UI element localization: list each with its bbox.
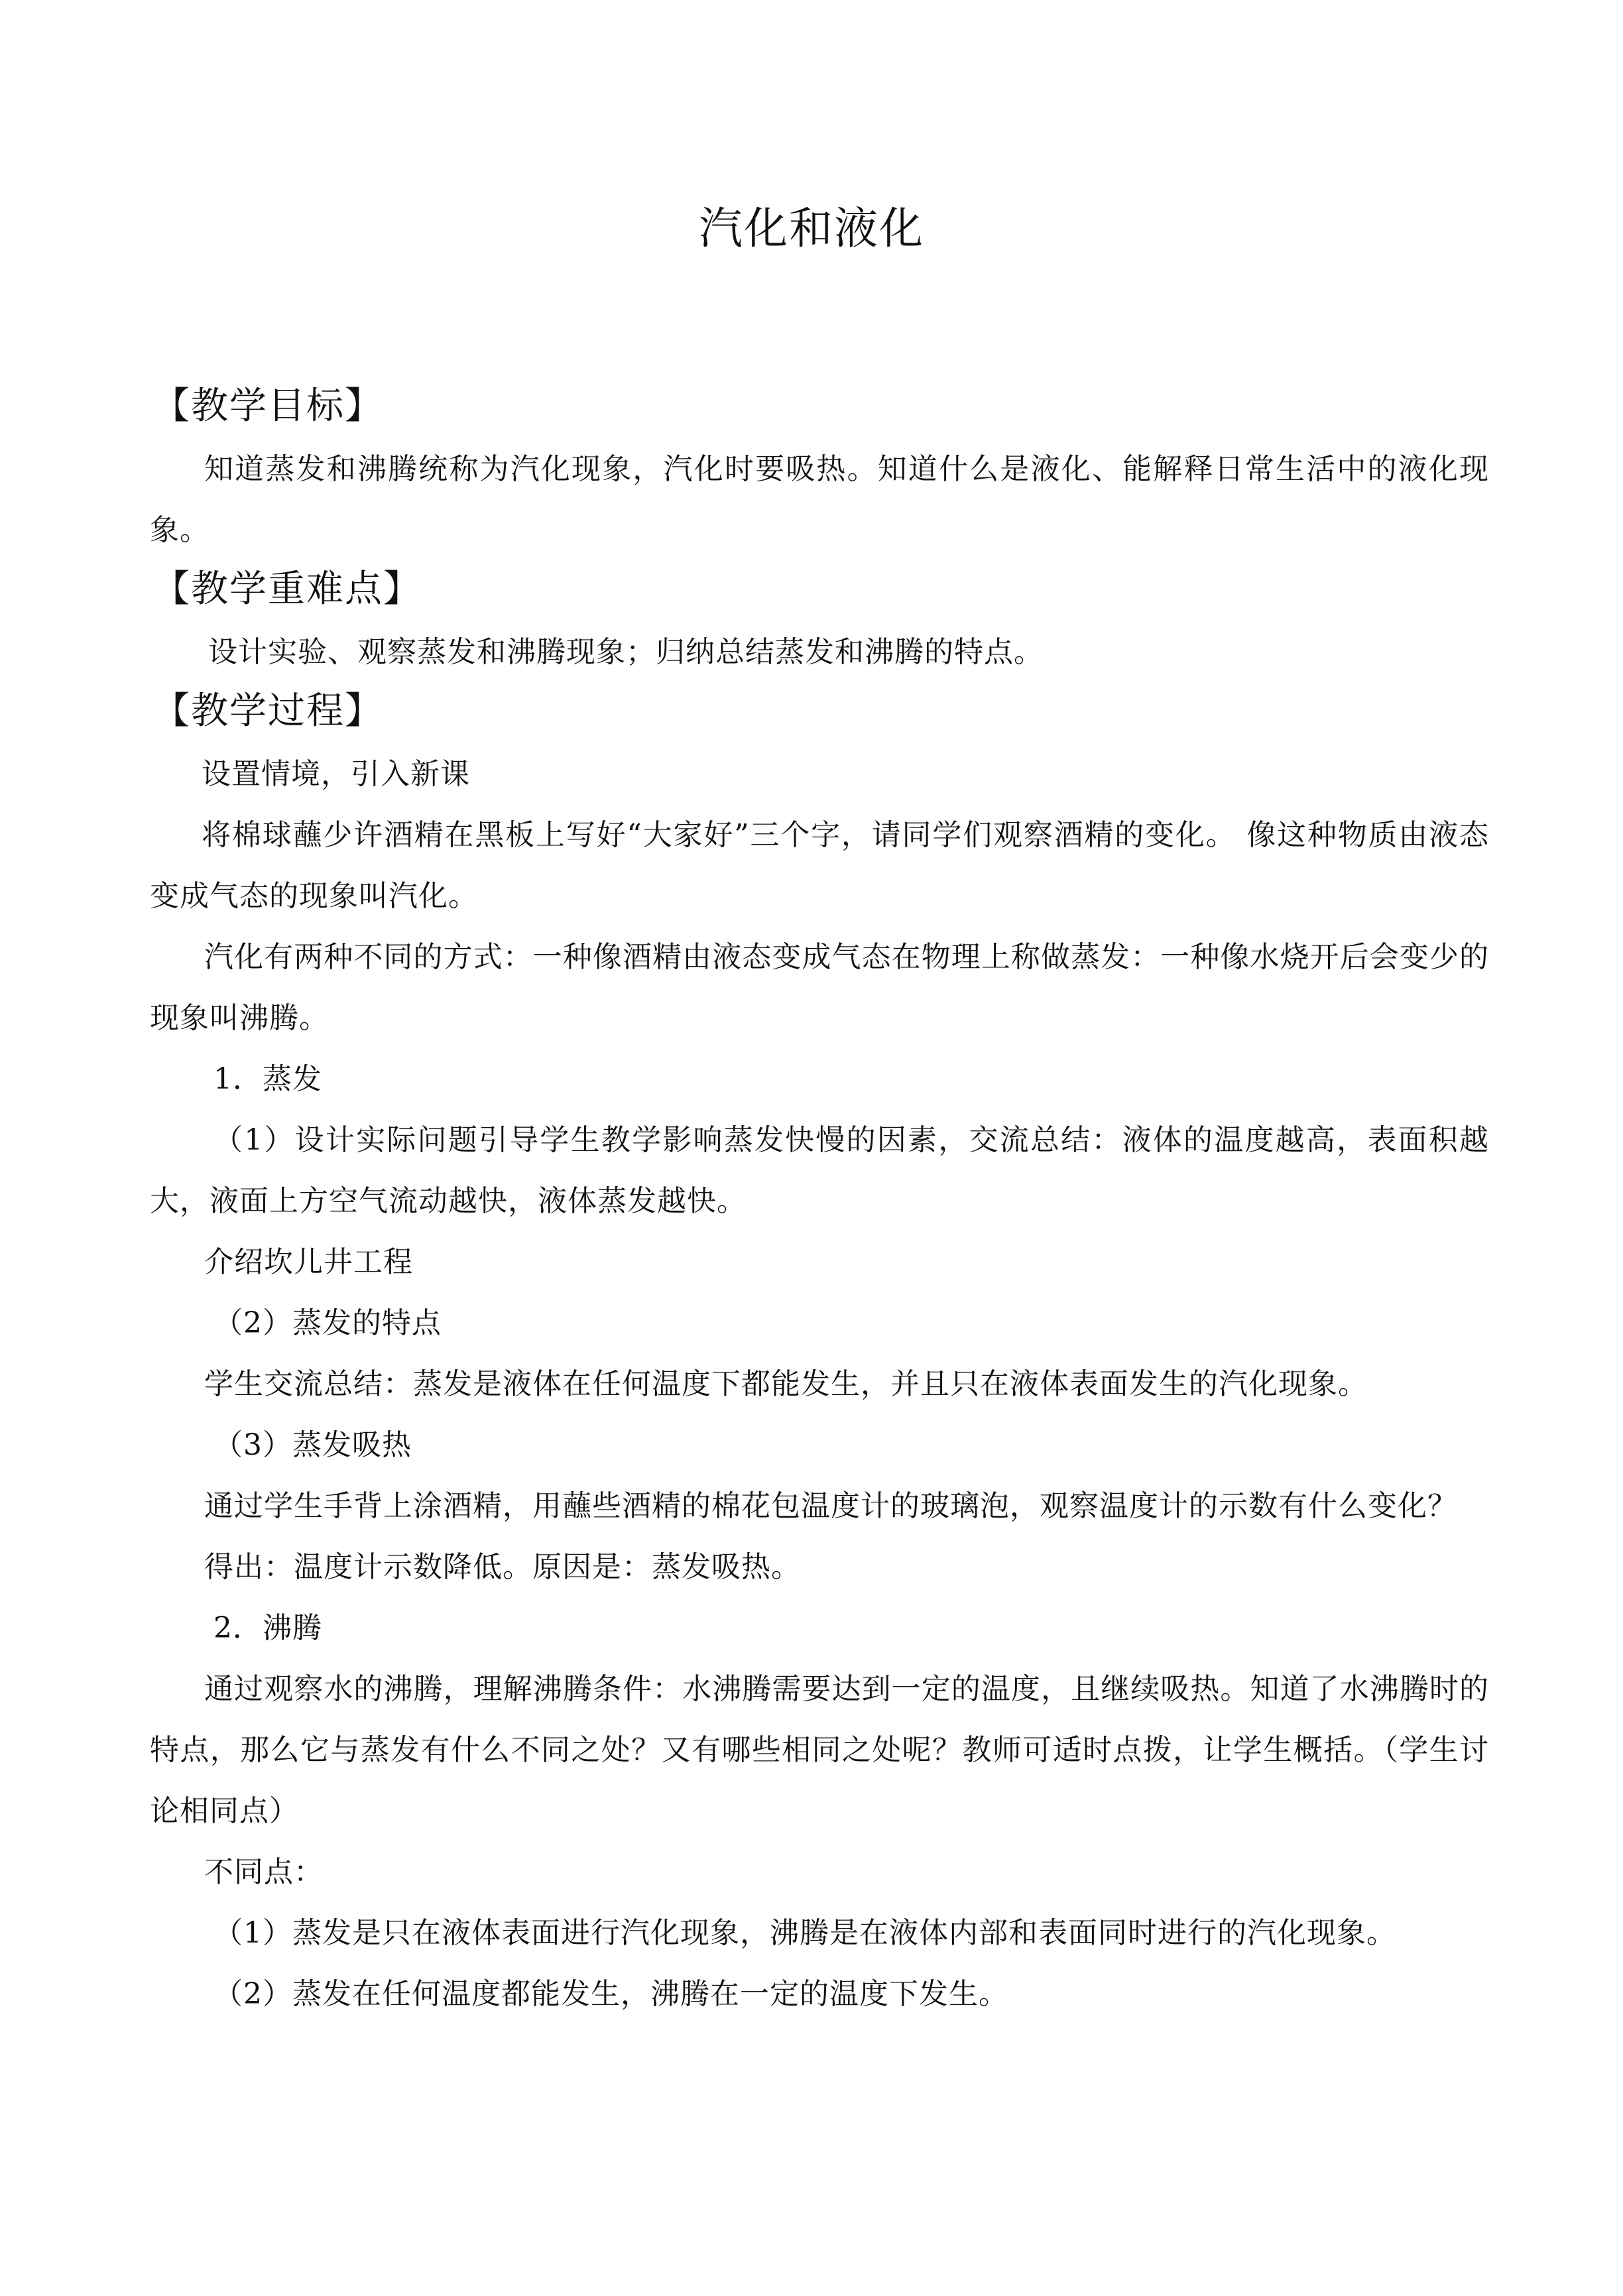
paragraph: 不同点： — [204, 1855, 324, 1889]
list-heading-evaporation: 1．蒸发 — [213, 1062, 322, 1096]
sub-heading: （3）蒸发吸热 — [213, 1428, 412, 1462]
paragraph: 得出：温度计示数降低。原因是：蒸发吸热。 — [204, 1550, 801, 1584]
document-body — [150, 383, 1489, 2025]
section-heading-process: 【教学过程】 — [152, 690, 383, 733]
paragraph: （2）蒸发在任何温度都能发生，沸腾在一定的温度下发生。 — [213, 1977, 1008, 2011]
paragraph: 学生交流总结：蒸发是液体在任何温度下都能发生，并且只在液体表面发生的汽化现象。 — [204, 1367, 1368, 1401]
paragraph: 知道蒸发和沸腾统称为汽化现象，汽化时要吸热。知道什么是液化、能解释日常生活中的液化现象。 — [150, 452, 1489, 547]
sub-heading: （2）蒸发的特点 — [213, 1306, 442, 1340]
paragraph: 通过观察水的沸腾，理解沸腾条件：水沸腾需要达到一定的温度，且继续吸热。知道了水沸腾时的特点，那么它与蒸发有什么不同之处？又有哪些相同之处呢？教师可适时点拨，让学生概括。（学生讨论相同点） — [150, 1672, 1489, 1828]
document-title: 汽化和液化 — [699, 203, 924, 254]
paragraph: （1）蒸发是只在液体表面进行汽化现象，沸腾是在液体内部和表面同时进行的汽化现象。 — [213, 1916, 1396, 1950]
paragraph: 将棉球蘸少许酒精在黑板上写好“大家好”三个字，请同学们观察酒精的变化。 像这种物质由液态变成气态的现象叫汽化。 — [150, 818, 1489, 913]
paragraph: 设计实验、观察蒸发和沸腾现象；归纳总结蒸发和沸腾的特点。 — [208, 635, 1044, 669]
paragraph: 通过学生手背上涂酒精，用蘸些酒精的棉花包温度计的玻璃泡，观察温度计的示数有什么变化？ — [204, 1489, 1457, 1523]
paragraph: 汽化有两种不同的方式：一种像酒精由液态变成气态在物理上称做蒸发：一种像水烧开后会变少的现象叫沸腾。 — [150, 940, 1489, 1035]
section-heading-key-points: 【教学重难点】 — [152, 568, 422, 611]
list-heading-boiling: 2．沸腾 — [213, 1611, 322, 1645]
paragraph: 介绍坎儿井工程 — [204, 1245, 413, 1279]
section-heading-goals: 【教学目标】 — [152, 385, 383, 428]
paragraph: 设置情境，引入新课 — [202, 757, 470, 791]
paragraph: （1）设计实际问题引导学生教学影响蒸发快慢的因素，交流总结：液体的温度越高，表面积越大，液面上方空气流动越快，液体蒸发越快。 — [150, 1123, 1489, 1218]
